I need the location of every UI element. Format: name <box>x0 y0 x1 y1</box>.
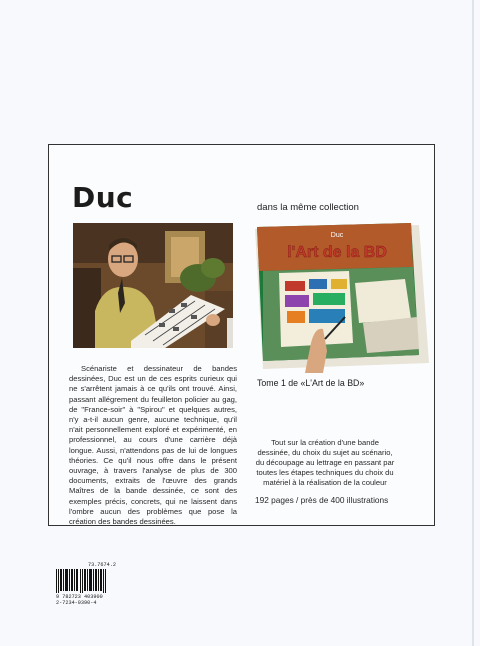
cover-author: Duc <box>330 232 344 239</box>
book-cover-image <box>249 223 429 373</box>
barcode-block <box>56 562 116 622</box>
author-photo <box>73 223 233 348</box>
book-description: Tout sur la création d'une bande dessinée, du choix du sujet au scénario, du découpage au lettrage en passant par toutes les étapes techniques du choix du matériel à la réalisation de la couleur <box>255 438 395 487</box>
cover-title: l'Art de la BD <box>287 244 387 261</box>
author-biography: Scénariste et dessinateur de bandes dessinées, Duc est un de ces esprits curieux qui ne s'arrêtent jamais à ce qu'ils ont trouvé. Ainsi, passant allégrement du feuilleton policier au gag, de "France-soir" à "Spirou" et quelques autres, n'y a-t-il aucun genre, aucune technique, qu'il n'ait personnellement exploré et expérimenté, en professionnel, au cours d'une carrière déjà longue. Aussi, n'attendons pas de lui de longues théories. Ce qu'il nous offre dans le présent ouvrage, à travers l'analyse de plus de 300 documents, extraits de l'œuvre des grands Maîtres de la bande dessinée, ce sont des exemples précis, concrets, qui ne laissent dans l'ombre aucun des problèmes que pose la création des bandes dessinées. <box>69 364 237 527</box>
barcode-icon <box>56 569 108 593</box>
author-name: Duc <box>72 181 134 214</box>
back-cover-panel <box>48 144 435 526</box>
collection-heading: dans la même collection <box>257 202 359 213</box>
price-code: 73.7674.2 <box>87 562 116 568</box>
tome-title: Tome 1 de «L'Art de la BD» <box>257 378 365 388</box>
spine-edge <box>472 0 474 646</box>
page-count-info: 192 pages / près de 400 illustrations <box>255 495 389 505</box>
ean-digits: 9 782723 403900 <box>56 594 103 600</box>
isbn: 2-7234-0390-4 <box>56 600 97 606</box>
